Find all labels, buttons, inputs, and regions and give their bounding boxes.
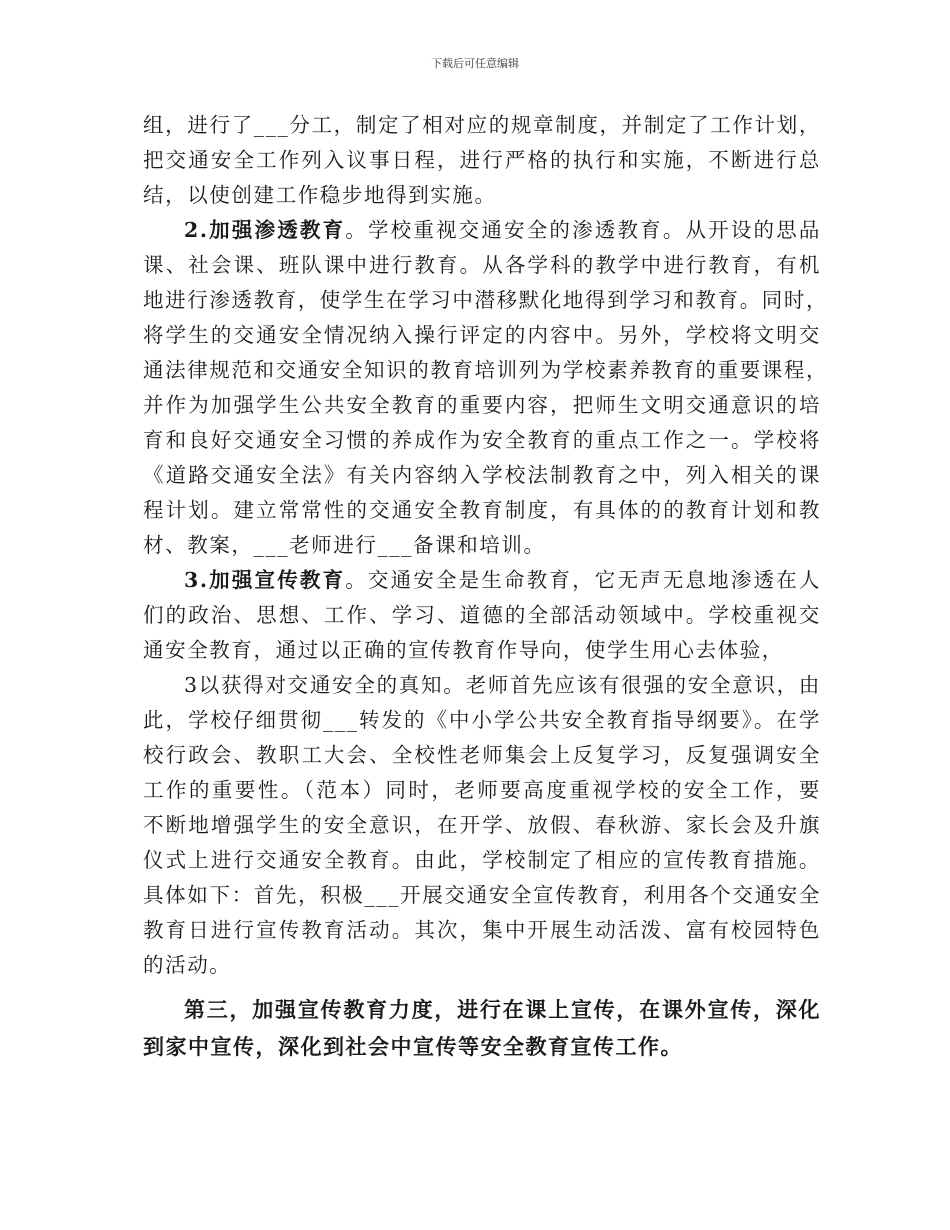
text-line: 程计划。建立常常性的交通安全教育制度，有具体的的教育计划和教 [143, 498, 821, 522]
bold-line: 到家中宣传，深化到社会中宣传等安全教育宣传工作。 [143, 1034, 683, 1059]
text-line: 组，进行了___分工，制定了相对应的规章制度，并制定了工作计划， [143, 113, 821, 137]
section-heading: 3.加强宣传教育 [184, 568, 346, 592]
text-line: 《道路交通安全法》有关内容纳入学校法制教育之中，列入相关的课 [143, 463, 821, 487]
text-line: 此，学校仔细贯彻___转发的《中小学公共安全教育指导纲要》。在学 [143, 708, 821, 732]
text-line: 育和良好交通安全习惯的养成作为安全教育的重点工作之一。学校将 [143, 428, 821, 452]
bold-line: 第三，加强宣传教育力度，进行在课上宣传，在课外宣传，深化 [184, 997, 821, 1022]
text-line [143, 213, 821, 248]
text-line: 把交通安全工作列入议事日程，进行严格的执行和实施，不断进行总 [143, 148, 821, 172]
text-line: 的活动。 [143, 953, 232, 977]
text-line: 工作的重要性。（范本）同时，老师要高度重视学校的安全工作，要 [143, 778, 821, 802]
text-line: 通法律规范和交通安全知识的教育培训列为学校素养教育的重要课程， [143, 358, 829, 382]
document-body [143, 108, 829, 1065]
text-line: 材、教案，___老师进行___备课和培训。 [143, 533, 546, 557]
text-line: 地进行渗透教育，使学生在学习中潜移默化地得到学习和教育。同时， [143, 288, 829, 312]
text-line: 结，以使创建工作稳步地得到实施。 [143, 183, 497, 207]
text-line: 并作为加强学生公共安全教育的重要内容，把师生文明交通意识的培 [143, 393, 821, 417]
text-line: 课、社会课、班队课中进行教育。从各学科的教学中进行教育，有机 [143, 253, 821, 277]
text-line: 们的政治、思想、工作、学习、道德的全部活动领域中。学校重视交 [143, 603, 821, 627]
text-line: 将学生的交通安全情况纳入操行评定的内容中。另外，学校将文明交 [143, 323, 821, 347]
page-header: 下载后可任意编辑 [431, 57, 519, 70]
bold-paragraph [143, 991, 821, 1065]
line-text: 。学校重视交通安全的渗透教育。从开设的思品 [345, 218, 822, 242]
text-line: 3以获得对交通安全的真知。老师首先应该有很强的安全意识，由 [184, 673, 821, 697]
text-line: 教育日进行宣传教育活动。其次，集中开展生动活泼、富有校园特色 [143, 918, 821, 942]
text-line: 具体如下：首先，积极___开展交通安全宣传教育，利用各个交通安全 [143, 883, 821, 907]
text-line: 校行政会、教职工大会、全校性老师集会上反复学习，反复强调安全 [143, 743, 821, 767]
text-line: 通安全教育，通过以正确的宣传教育作导向，使学生用心去体验， [143, 638, 784, 662]
section-heading: 2.加强渗透教育 [184, 218, 346, 242]
text-line: 不断地增强学生的安全意识，在开学、放假、春秋游、家长会及升旗 [143, 813, 821, 837]
line-text: 。交通安全是生命教育，它无声无息地渗透在人 [345, 568, 822, 592]
text-line [143, 563, 821, 598]
text-line: 仪式上进行交通安全教育。由此，学校制定了相应的宣传教育措施。 [143, 848, 821, 872]
